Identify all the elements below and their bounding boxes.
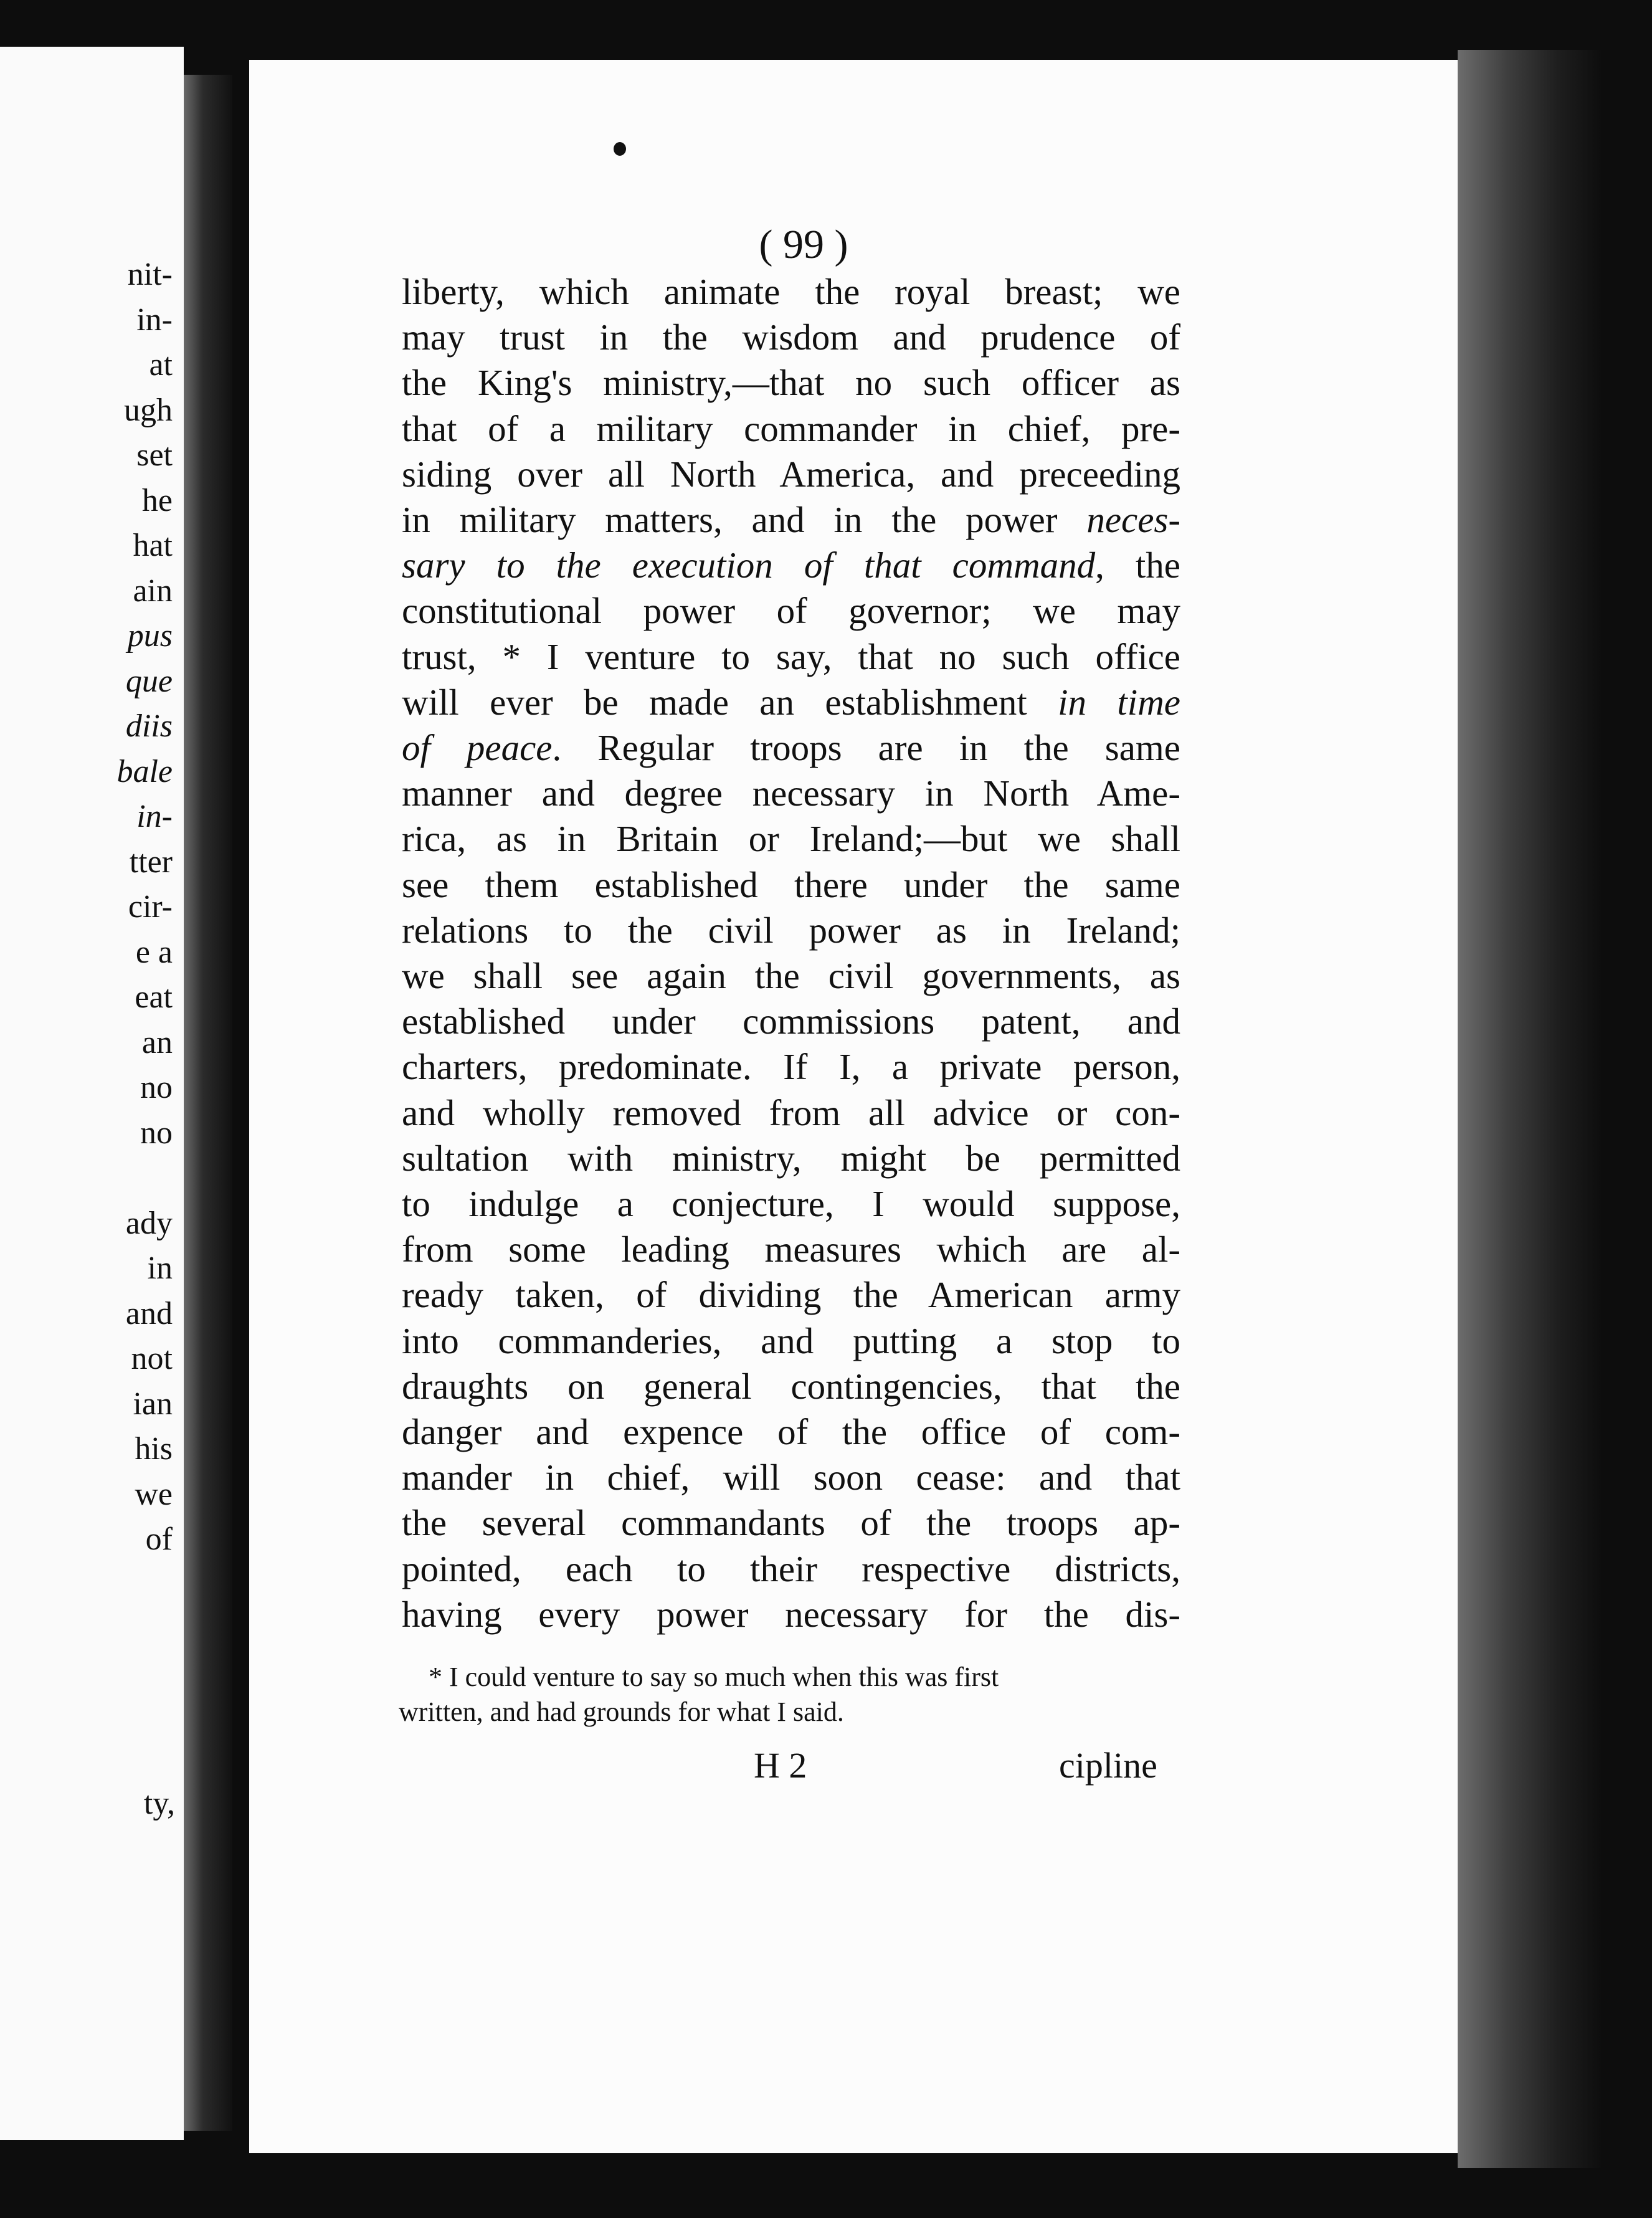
left-page-fragment: pus — [127, 618, 173, 654]
left-page-fragment: he — [141, 482, 173, 518]
text-line: having every power necessary for the dis- — [402, 1593, 1180, 1635]
left-page-fragment: cir- — [128, 889, 173, 925]
ink-spot — [614, 142, 626, 156]
text-line: relations to the civil power as in Ireland; — [402, 909, 1180, 951]
signature-mark: H 2 — [754, 1745, 807, 1786]
left-page-fragment: hat — [133, 528, 173, 563]
left-page-fragment: ugh — [124, 392, 173, 428]
book-gutter — [184, 75, 232, 2131]
left-page-fragment: eat — [135, 979, 173, 1015]
text-line: see them established there under the same — [402, 864, 1180, 905]
left-page-fragment: set — [136, 437, 173, 473]
catchword: cipline — [1059, 1745, 1157, 1786]
text-line: may trust in the wisdom and prudence of — [402, 317, 1180, 358]
left-page-fragment: que — [125, 663, 173, 699]
text-line: that of a military commander in chief, pre- — [402, 407, 1180, 449]
left-page-fragment: in- — [136, 799, 173, 834]
left-page-fragment: and — [125, 1295, 173, 1331]
text-line: constitutional power of governor; we may — [402, 590, 1180, 632]
left-page-fragment: ady — [125, 1205, 173, 1241]
left-page-text-fragments — [116, 252, 173, 1563]
left-page-fragment: no — [140, 1115, 173, 1151]
text-line: the several commandants of the troops ap- — [402, 1502, 1180, 1544]
body-text — [402, 269, 1180, 1637]
text-line: into commanderies, and putting a stop to — [402, 1320, 1180, 1361]
text-line: of peace. Regular troops are in the same — [402, 727, 1180, 769]
left-page-fragment: ain — [133, 573, 173, 609]
page-edge-shadow — [1458, 50, 1601, 2168]
text-line: pointed, each to their respective districts, — [402, 1548, 1180, 1589]
text-line: manner and degree necessary in North Ame- — [402, 773, 1180, 814]
left-page-fragment: no — [140, 1070, 173, 1105]
left-page-fragment — [116, 1156, 173, 1201]
text-line: charters, predominate. If I, a private person, — [402, 1046, 1180, 1088]
left-page-fragment: e a — [135, 934, 173, 970]
left-page-closing-fragment: ty, — [143, 1786, 175, 1821]
text-line: the King's ministry,—that no such officer as — [402, 362, 1180, 404]
text-line: draughts on general contingencies, that the — [402, 1365, 1180, 1407]
text-line: trust, * I venture to say, that no such office — [402, 635, 1180, 677]
text-line: in military matters, and in the power neces- — [402, 499, 1180, 541]
text-line: mander in chief, will soon cease: and that — [402, 1457, 1180, 1498]
left-page-fragment: bale — [116, 753, 173, 789]
left-page-fragment: of — [145, 1521, 173, 1557]
text-line: sary to the execution of that command, the — [402, 545, 1180, 586]
left-page-fragment: his — [135, 1431, 173, 1467]
text-line: danger and expence of the office of com- — [402, 1411, 1180, 1453]
text-line: siding over all North America, and preceeding — [402, 453, 1180, 495]
left-page-fragment: in- — [136, 302, 173, 338]
text-line: established under commissions patent, and — [402, 1001, 1180, 1042]
text-line: sultation with ministry, might be permitted — [402, 1137, 1180, 1179]
footnote-line: * I could venture to say so much when this was first — [429, 1662, 999, 1692]
left-page-fragment: in — [147, 1250, 173, 1286]
left-page-fragment: nit- — [127, 257, 173, 292]
footnote — [399, 1660, 1177, 1730]
text-line: rica, as in Britain or Ireland;—but we shall — [402, 818, 1180, 860]
text-line: we shall see again the civil governments, as — [402, 955, 1180, 997]
left-page-fragment: diis — [125, 708, 173, 744]
text-line: and wholly removed from all advice or con- — [402, 1092, 1180, 1133]
left-page-fragment: ian — [133, 1386, 173, 1422]
left-page-fragment: not — [131, 1341, 173, 1376]
left-page-fragment: tter — [129, 844, 173, 880]
left-facing-page — [0, 47, 184, 2140]
left-page-fragment: an — [141, 1024, 173, 1060]
left-page-fragment: we — [135, 1476, 173, 1512]
text-line: will ever be made an establishment in time — [402, 681, 1180, 723]
left-page-fragment: at — [149, 347, 173, 383]
text-line: ready taken, of dividing the American army — [402, 1274, 1180, 1316]
text-line: to indulge a conjecture, I would suppose, — [402, 1183, 1180, 1225]
text-line: from some leading measures which are al- — [402, 1229, 1180, 1270]
text-line: liberty, which animate the royal breast; we — [402, 271, 1180, 312]
footnote-line: written, and had grounds for what I said. — [399, 1697, 844, 1727]
page-number: ( 99 ) — [759, 222, 848, 267]
